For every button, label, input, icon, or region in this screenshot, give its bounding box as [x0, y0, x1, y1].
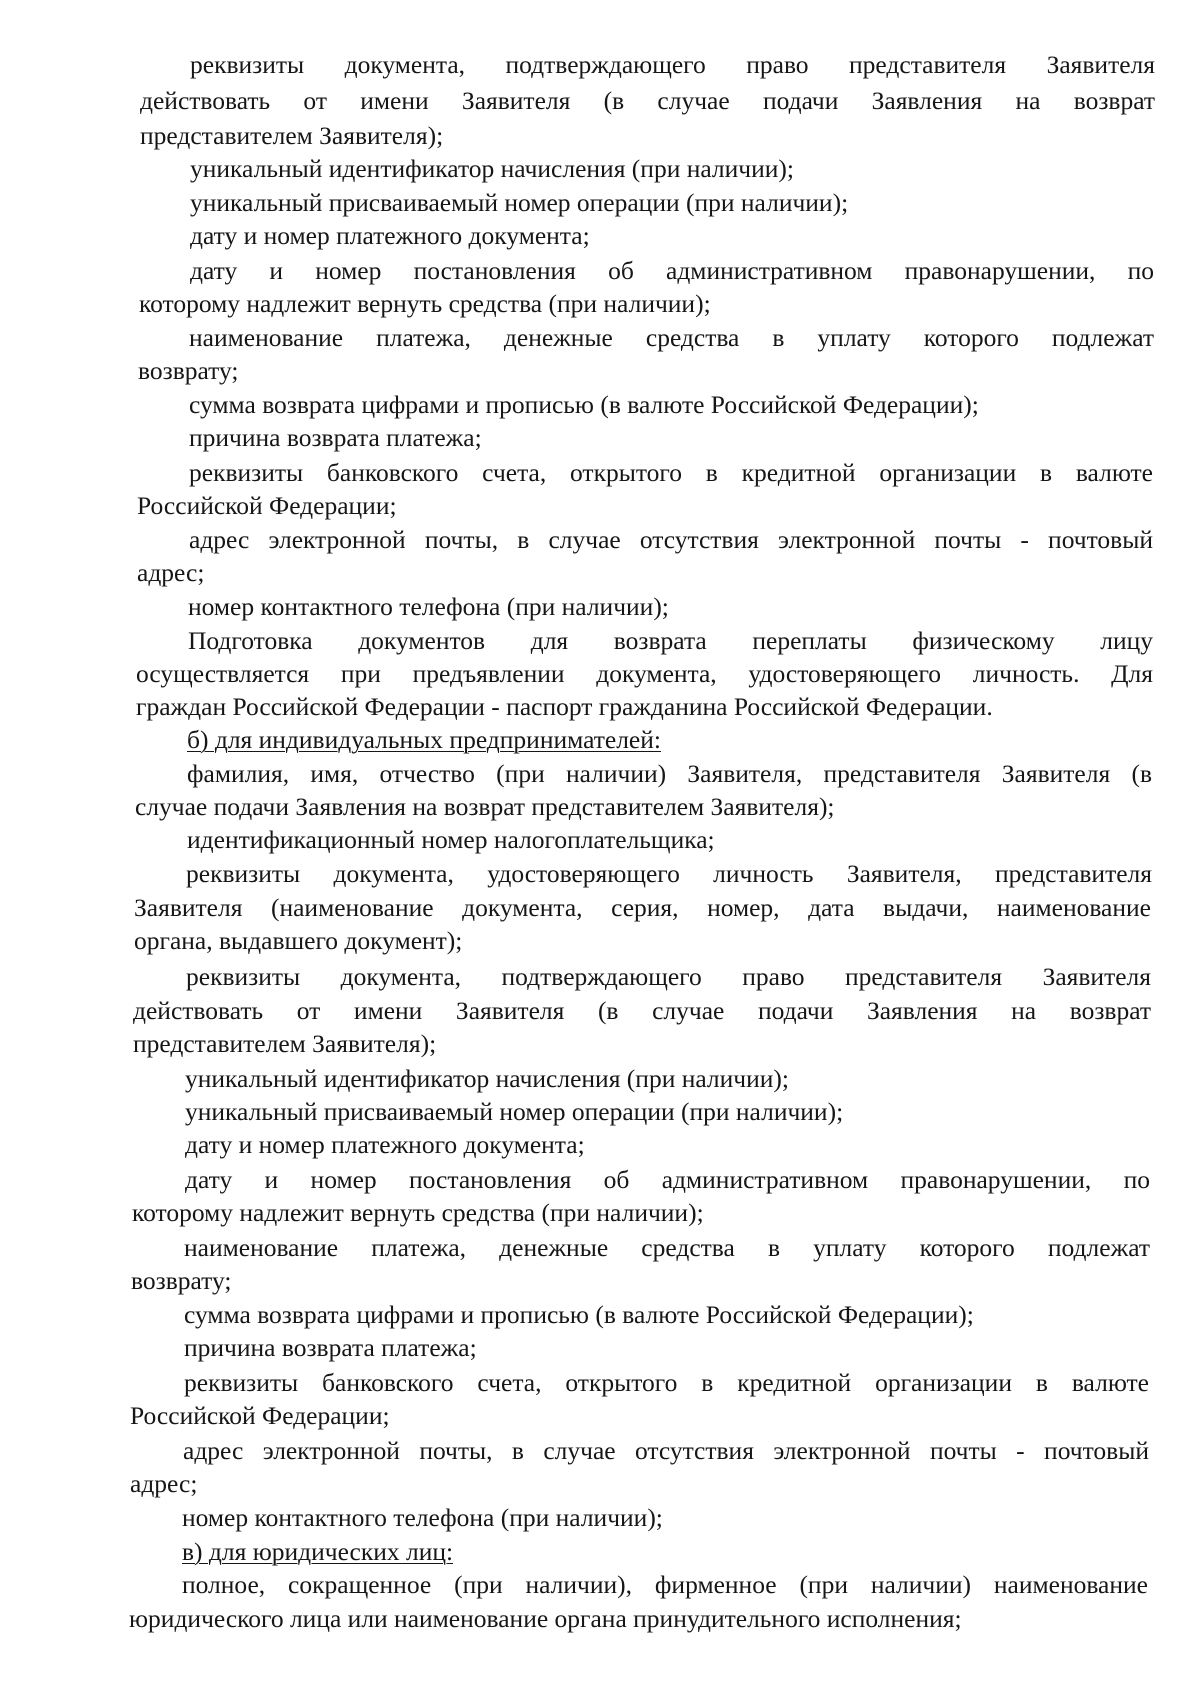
text-line: адрес; [130, 1469, 198, 1498]
text-line: адрес; [137, 558, 205, 587]
text-line: полное, сокращенное (при наличии), фирменное (при наличии) наименование [182, 1570, 1148, 1599]
text-line: дату и номер постановления об административном правонарушении, по [190, 256, 1154, 285]
text-line: Заявителя (наименование документа, серия, номер, дата выдачи, наименование [134, 893, 1151, 922]
text-line: реквизиты документа, удостоверяющего личность Заявителя, представителя [186, 859, 1152, 888]
text-line: дату и номер постановления об административном правонарушении, по [185, 1165, 1150, 1194]
text-line: адрес электронной почты, в случае отсутствия электронной почты - почтовый [183, 1436, 1149, 1465]
text-line: случае подачи Заявления на возврат представителем Заявителя); [135, 792, 835, 821]
section-heading: в) для юридических лиц: [182, 1537, 454, 1566]
text-line: действовать от имени Заявителя (в случае подачи Заявления на возврат [133, 996, 1151, 1025]
text-line: Подготовка документов для возврата переплаты физическому лицу [188, 626, 1153, 655]
text-line: уникальный присваиваемый номер операции (при наличии); [185, 1097, 844, 1126]
text-line: представителем Заявителя); [140, 121, 444, 150]
text-line: наименование платежа, денежные средства в уплату которого подлежат [184, 1233, 1150, 1262]
text-line: сумма возврата цифрами и прописью (в валюте Российской Федерации); [184, 1300, 974, 1329]
text-line: органа, выдавшего документ); [134, 926, 463, 955]
text-line: которому надлежит вернуть средства (при наличии); [139, 289, 711, 318]
text-line: дату и номер платежного документа; [185, 1130, 585, 1159]
text-line: наименование платежа, денежные средства в уплату которого подлежат [189, 323, 1154, 352]
text-line: адрес электронной почты, в случае отсутствия электронной почты - почтовый [189, 525, 1153, 554]
text-line: уникальный присваиваемый номер операции (при наличии); [190, 188, 849, 217]
text-line: граждан Российской Федерации - паспорт гражданина Российской Федерации. [136, 692, 993, 721]
text-line: уникальный идентификатор начисления (при наличии); [190, 154, 794, 183]
text-line: реквизиты банковского счета, открытого в кредитной организации в валюте [189, 458, 1153, 487]
text-line: действовать от имени Заявителя (в случае подачи Заявления на возврат [140, 86, 1155, 115]
text-line: причина возврата платежа; [184, 1333, 477, 1362]
text-line: дату и номер платежного документа; [190, 221, 590, 250]
text-line: юридического лица или наименование органа принудительного исполнения; [129, 1604, 962, 1633]
text-line: номер контактного телефона (при наличии); [182, 1503, 663, 1532]
text-line: возврату; [138, 356, 239, 385]
text-line: представителем Заявителя); [133, 1029, 437, 1058]
text-line: уникальный идентификатор начисления (при наличии); [185, 1064, 789, 1093]
text-line: сумма возврата цифрами и прописью (в валюте Российской Федерации); [189, 390, 979, 419]
text-line: идентификационный номер налогоплательщика; [187, 825, 715, 854]
text-line: возврату; [131, 1266, 232, 1295]
text-line: причина возврата платежа; [189, 423, 482, 452]
text-line: Российской Федерации; [130, 1401, 390, 1430]
text-line: номер контактного телефона (при наличии); [188, 592, 669, 621]
text-line: фамилия, имя, отчество (при наличии) Заявителя, представителя Заявителя (в [187, 759, 1152, 788]
text-line: реквизиты документа, подтверждающего право представителя Заявителя [190, 50, 1155, 79]
text-line: реквизиты документа, подтверждающего право представителя Заявителя [186, 962, 1151, 991]
text-line: реквизиты банковского счета, открытого в кредитной организации в валюте [184, 1368, 1149, 1397]
section-heading: б) для индивидуальных предпринимателей: [187, 725, 661, 754]
text-line: осуществляется при предъявлении документа, удостоверяющего личность. Для [136, 659, 1153, 688]
text-line: Российской Федерации; [137, 491, 397, 520]
text-line: которому надлежит вернуть средства (при наличии); [132, 1198, 704, 1227]
